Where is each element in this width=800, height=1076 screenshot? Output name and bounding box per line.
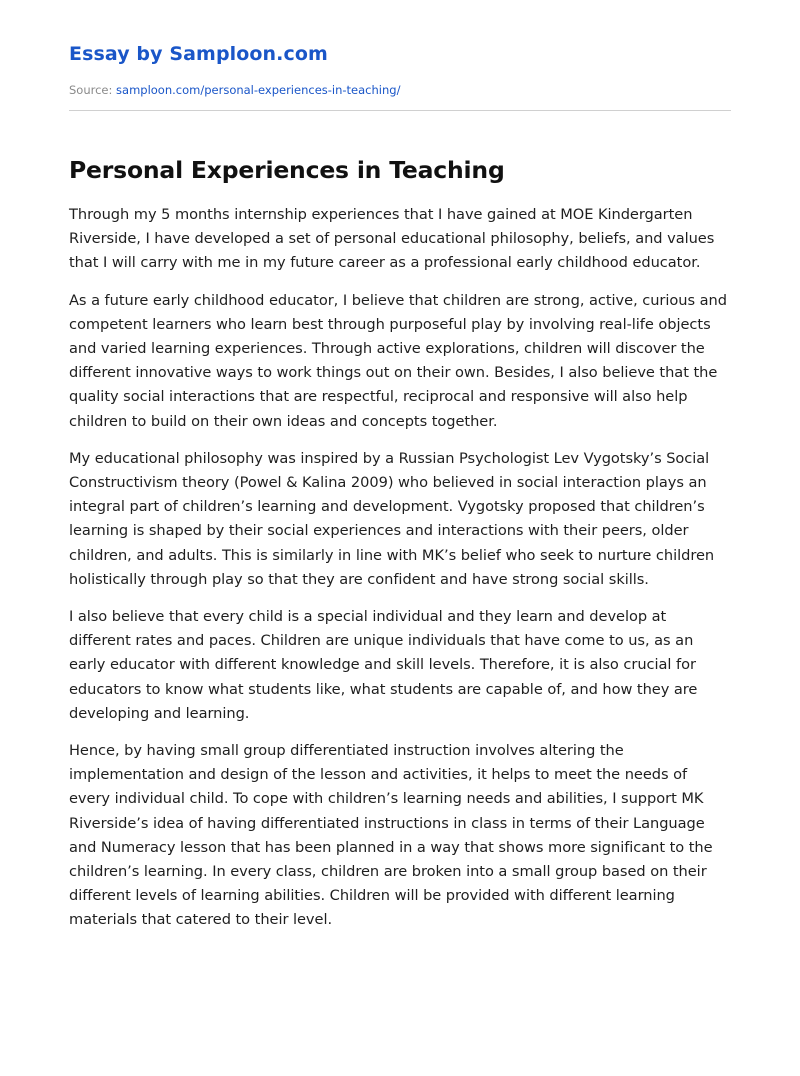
source-label: Source: — [69, 83, 113, 97]
paragraph: I also believe that every child is a special individual and they learn and develop at different rates and paces. Children are unique individuals that have come to us, as an early educator with different knowledge and skill levels. Therefore, it is also crucial for educators to know what students like, what students are capable of, and how they are developing and learning. — [69, 608, 698, 722]
site-brand[interactable]: Essay by Samploon.com — [69, 43, 328, 65]
source-link[interactable]: samploon.com/personal-experiences-in-teaching/ — [116, 83, 401, 97]
paragraph: Hence, by having small group differentiated instruction involves altering the implementation and design of the lesson and activities, it helps to meet the needs of every individual child. To cope with children’s learning needs and abilities, I support MK Riverside’s idea of having differentiated instructions in class in terms of their Language and Numeracy lesson that has been planned in a way that shows more significant to the children’s learning. In every class, children are broken into a small group based on their different levels of learning abilities. Children will be provided with different learning materials that catered to their level. — [69, 742, 713, 929]
article-title: Personal Experiences in Teaching — [69, 156, 505, 184]
paragraph: Through my 5 months internship experiences that I have gained at MOE Kindergarten Riverside, I have developed a set of personal educational philosophy, beliefs, and values that I will carry with me in my future career as a professional early childhood educator. — [69, 206, 715, 272]
source-line — [69, 83, 731, 97]
paragraph: My educational philosophy was inspired by a Russian Psychologist Lev Vygotsky’s Social Constructivism theory (Powel & Kalina 2009) who believed in social interaction plays an integral part of children’s learning and development. Vygotsky proposed that children’s learning is shaped by their social experiences and interactions with their peers, older children, and adults. This is similarly in line with MK’s belief who seek to nurture children holistically through play so that they are confident and have strong social skills. — [69, 449, 715, 588]
essay-page — [69, 0, 731, 946]
article-body — [69, 203, 731, 933]
paragraph: As a future early childhood educator, I believe that children are strong, active, curious and competent learners who learn best through purposeful play by involving real-life objects and varied learning experiences. Through active explorations, children will discover the different innovative ways to work things out on their own. Besides, I also believe that the quality social interactions that are respectful, reciprocal and responsive will also help children to build on their own ideas and concepts together. — [69, 291, 727, 430]
header-divider — [69, 110, 731, 111]
